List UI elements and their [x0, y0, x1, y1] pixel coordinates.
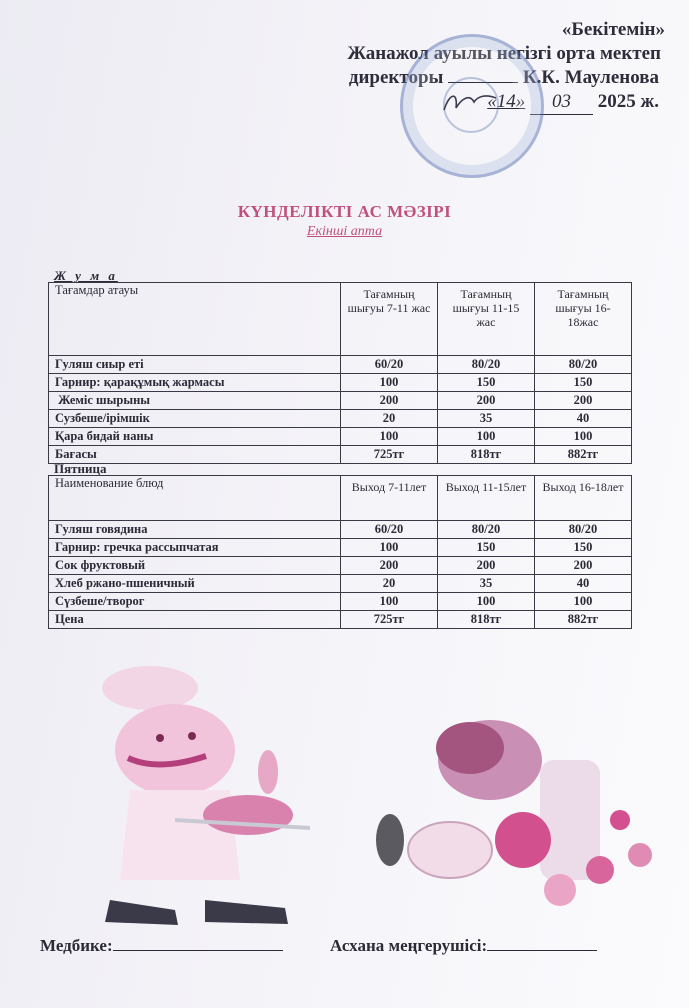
portion: 150: [438, 539, 535, 557]
price: 882тг: [535, 446, 632, 464]
portion: 60/20: [341, 356, 438, 374]
nurse-label: Медбике:: [40, 936, 113, 955]
table-row: [49, 557, 632, 575]
table-row: [49, 428, 632, 446]
price: 725тг: [341, 446, 438, 464]
nurse-signature-field: [40, 932, 283, 956]
portion: 20: [341, 410, 438, 428]
col-header-dish: Наименование блюд: [49, 476, 341, 521]
portion: 200: [438, 392, 535, 410]
date-year: 2025 ж.: [597, 91, 659, 112]
price-label: Бағасы: [49, 446, 341, 464]
portion: 100: [341, 428, 438, 446]
table-header-row: [49, 283, 632, 356]
canteen-head-label: Асхана меңгерушісі:: [330, 936, 488, 955]
director-name: К.К. Мауленова: [522, 67, 659, 88]
dish-name: Гуляш сиыр еті: [49, 356, 341, 374]
dish-name: Жеміс шырыны: [49, 392, 341, 410]
table-row: [49, 356, 632, 374]
price: 882тг: [535, 611, 632, 629]
dish-name: Гарнир: қарақұмық жармасы: [49, 374, 341, 392]
table-row: [49, 539, 632, 557]
food-illustration: [376, 720, 652, 906]
portion: 35: [438, 575, 535, 593]
chef-illustration: [102, 666, 310, 925]
portion: 200: [438, 557, 535, 575]
portion: 80/20: [535, 356, 632, 374]
menu-week: Екінші апта: [306, 224, 383, 239]
price-row: [49, 446, 632, 464]
portion: 200: [535, 557, 632, 575]
table-row: [49, 410, 632, 428]
price: 818тг: [438, 611, 535, 629]
table-row: [49, 392, 632, 410]
menu-title: КҮНДЕЛІКТІ АС МӘЗІРІ: [237, 202, 452, 221]
dish-name: Сузбеше/ірімшік: [49, 410, 341, 428]
date-month: 03: [530, 90, 593, 115]
director-signature: [440, 88, 500, 116]
portion: 35: [438, 410, 535, 428]
canteen-head-signature-line: [487, 932, 597, 951]
decorative-illustration: [0, 640, 689, 930]
dish-name: Хлеб ржано-пшеничный: [49, 575, 341, 593]
portion: 100: [535, 428, 632, 446]
col-header-age-16-18: Тағамның шығуы 16-18жас: [535, 283, 632, 356]
canteen-head-signature-field: [330, 932, 597, 956]
approval-title: «Бекітемін»: [561, 19, 665, 40]
director-label: директоры: [348, 67, 444, 88]
dish-name: Гарнир: гречка рассыпчатая: [49, 539, 341, 557]
portion: 150: [535, 539, 632, 557]
portion: 60/20: [341, 521, 438, 539]
dish-name: Сок фруктовый: [49, 557, 341, 575]
portion: 150: [438, 374, 535, 392]
table-header-row: [49, 476, 632, 521]
table-row: [49, 521, 632, 539]
price: 818тг: [438, 446, 535, 464]
portion: 80/20: [438, 356, 535, 374]
table-row: [49, 374, 632, 392]
table-row: [49, 575, 632, 593]
portion: 100: [438, 593, 535, 611]
dish-name: Сүзбеше/творог: [49, 593, 341, 611]
portion: 80/20: [438, 521, 535, 539]
portion: 20: [341, 575, 438, 593]
menu-table-kz: [48, 282, 632, 464]
portion: 200: [341, 557, 438, 575]
portion: 200: [341, 392, 438, 410]
portion: 100: [438, 428, 535, 446]
date-day: «14»: [487, 91, 526, 112]
col-header-dish: Тағамдар атауы: [49, 283, 341, 356]
portion: 40: [535, 575, 632, 593]
price: 725тг: [341, 611, 438, 629]
price-row: [49, 611, 632, 629]
school-name: Жанажол ауылы негізгі орта мектеп: [347, 43, 661, 64]
day-label-kz: Ж у м а: [54, 268, 118, 283]
col-header-age-7-11: Тағамның шығуы 7-11 жас: [341, 283, 438, 356]
dish-name: Гуляш говядина: [49, 521, 341, 539]
portion: 100: [341, 539, 438, 557]
portion: 100: [341, 593, 438, 611]
dish-name: Қара бидай наны: [49, 428, 341, 446]
portion: 200: [535, 392, 632, 410]
col-header-age-11-15: Выход 11-15лет: [438, 476, 535, 521]
portion: 150: [535, 374, 632, 392]
col-header-age-7-11: Выход 7-11лет: [341, 476, 438, 521]
menu-table-ru: [48, 475, 632, 629]
col-header-age-11-15: Тағамның шығуы 11-15 жас: [438, 283, 535, 356]
table-row: [49, 593, 632, 611]
portion: 100: [341, 374, 438, 392]
nurse-signature-line: [113, 932, 283, 951]
portion: 80/20: [535, 521, 632, 539]
portion: 100: [535, 593, 632, 611]
portion: 40: [535, 410, 632, 428]
col-header-age-16-18: Выход 16-18лет: [535, 476, 632, 521]
price-label: Цена: [49, 611, 341, 629]
day-label-ru: Пятница: [54, 461, 107, 476]
